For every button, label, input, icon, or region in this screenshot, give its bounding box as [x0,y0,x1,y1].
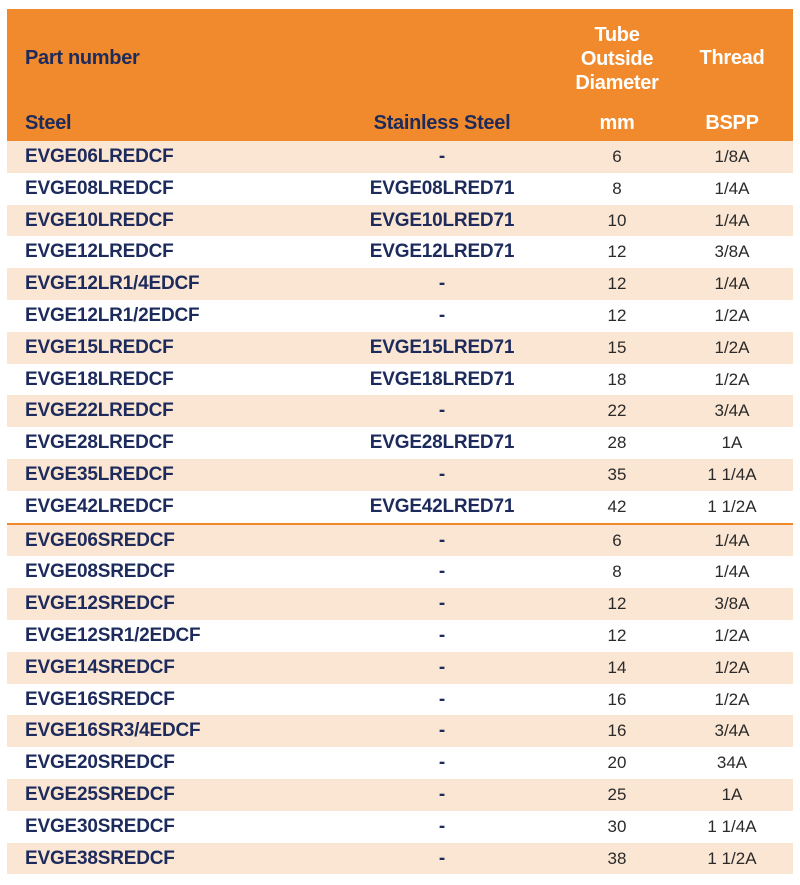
tube-diameter: 12 [607,625,627,645]
steel-part-number: EVGE15LREDCF [25,336,174,358]
thread-size: 1/2A [714,305,750,325]
thread-size: 1 1/2A [707,496,757,516]
steel-part-number: EVGE22LREDCF [25,400,174,422]
thread-size: 1/2A [714,689,750,709]
tube-diameter: 16 [607,721,627,741]
tube-diameter: 20 [607,753,627,773]
table-row [7,459,793,491]
steel-part-number: EVGE08LREDCF [25,177,174,199]
thread-size: 3/4A [714,721,750,741]
table-row [7,364,793,396]
table-row [7,779,793,811]
stainless-part-number: - [438,752,446,774]
table-row [7,236,793,268]
stainless-part-number: - [438,847,446,869]
steel-part-number: EVGE28LREDCF [25,432,174,454]
steel-part-number: EVGE10LREDCF [25,209,174,231]
tube-diameter: 6 [612,530,622,550]
steel-part-number: EVGE16SR3/4EDCF [25,720,201,742]
thread-size: 1/2A [714,369,750,389]
tube-diameter: 38 [607,848,627,868]
table-header [7,9,793,141]
tube-diameter: 30 [607,816,627,836]
stainless-part-number: - [438,688,446,710]
thread-size: 3/8A [714,242,750,262]
stainless-part-number: - [438,720,446,742]
tube-diameter: 8 [612,562,622,582]
table-row [7,173,793,205]
table-row [7,588,793,620]
table-row [7,620,793,652]
table-row [7,811,793,843]
header-bspp: BSPP [705,112,759,134]
tube-diameter: 22 [607,401,627,421]
table-row [7,141,793,173]
thread-size: 1 1/2A [707,848,757,868]
stainless-part-number: - [438,304,446,326]
header-mm: mm [599,112,635,134]
table-group-l-series [7,141,793,523]
header-tube-line1: Tube [594,24,640,46]
table-row [7,491,793,523]
table-row [7,652,793,684]
stainless-part-number: - [438,561,446,583]
header-stainless-steel: Stainless Steel [373,112,511,134]
tube-diameter: 25 [607,784,627,804]
steel-part-number: EVGE12LR1/4EDCF [25,273,200,295]
tube-diameter: 10 [607,210,627,230]
table-row [7,843,793,875]
stainless-part-number: - [438,656,446,678]
tube-diameter: 35 [607,464,627,484]
tube-diameter: 14 [607,657,627,677]
stainless-part-number: - [438,624,446,646]
table-row [7,395,793,427]
thread-size: 3/4A [714,401,750,421]
header-tube-line2: Outside [580,48,654,70]
thread-size: 1/4A [714,274,750,294]
thread-size: 1A [721,784,743,804]
table-row [7,556,793,588]
stainless-part-number: - [438,463,446,485]
table-row [7,747,793,779]
steel-part-number: EVGE30SREDCF [25,815,175,837]
thread-size: 1/4A [714,562,750,582]
header-thread: Thread [699,47,765,69]
steel-part-number: EVGE38SREDCF [25,847,175,869]
stainless-part-number: EVGE18LRED71 [369,368,515,390]
thread-size: 1/2A [714,657,750,677]
stainless-part-number: - [438,273,446,295]
stainless-part-number: - [438,783,446,805]
steel-part-number: EVGE12SR1/2EDCF [25,624,201,646]
thread-size: 1/4A [714,178,750,198]
tube-diameter: 15 [607,337,627,357]
stainless-part-number: EVGE12LRED71 [369,241,515,263]
tube-diameter: 12 [607,242,627,262]
tube-diameter: 28 [607,433,627,453]
steel-part-number: EVGE16SREDCF [25,688,175,710]
stainless-part-number: - [438,815,446,837]
table-row [7,684,793,716]
header-steel: Steel [25,112,72,134]
tube-diameter: 8 [612,178,622,198]
table-row [7,427,793,459]
steel-part-number: EVGE12LR1/2EDCF [25,304,200,326]
thread-size: 1A [721,433,743,453]
thread-size: 1 1/4A [707,464,757,484]
steel-part-number: EVGE14SREDCF [25,656,175,678]
steel-part-number: EVGE12SREDCF [25,593,175,615]
steel-part-number: EVGE12LREDCF [25,241,174,263]
stainless-part-number: - [438,593,446,615]
stainless-part-number: EVGE08LRED71 [369,177,515,199]
thread-size: 1 1/4A [707,816,757,836]
tube-diameter: 16 [607,689,627,709]
header-tube-outside-diameter [567,23,667,95]
table-row [7,332,793,364]
steel-part-number: EVGE25SREDCF [25,783,175,805]
header-tube-line3: Diameter [575,72,659,94]
tube-diameter: 18 [607,369,627,389]
steel-part-number: EVGE20SREDCF [25,752,175,774]
steel-part-number: EVGE06SREDCF [25,529,175,551]
steel-part-number: EVGE08SREDCF [25,561,175,583]
table-row [7,300,793,332]
thread-size: 1/2A [714,625,750,645]
thread-size: 1/2A [714,337,750,357]
tube-diameter: 6 [612,147,622,166]
thread-size: 1/4A [714,530,750,550]
steel-part-number: EVGE35LREDCF [25,463,174,485]
table-group-s-series [7,525,793,875]
stainless-part-number: EVGE28LRED71 [369,432,515,454]
table-row [7,268,793,300]
thread-size: 3/8A [714,594,750,614]
steel-part-number: EVGE42LREDCF [25,495,174,517]
table-row [7,205,793,237]
stainless-part-number: - [438,400,446,422]
tube-diameter: 12 [607,274,627,294]
thread-size: 1/8A [714,147,750,166]
stainless-part-number: EVGE42LRED71 [369,495,515,517]
steel-part-number: EVGE06LREDCF [25,146,174,167]
header-part-number: Part number [25,47,140,69]
stainless-part-number: EVGE10LRED71 [369,209,515,231]
thread-size: 34A [716,753,748,773]
thread-size: 1/4A [714,210,750,230]
tube-diameter: 12 [607,594,627,614]
table-row [7,525,793,557]
part-number-table [7,9,793,874]
table-row [7,715,793,747]
stainless-part-number: - [438,146,446,167]
tube-diameter: 12 [607,305,627,325]
steel-part-number: EVGE18LREDCF [25,368,174,390]
tube-diameter: 42 [607,496,627,516]
stainless-part-number: - [438,529,446,551]
stainless-part-number: EVGE15LRED71 [369,336,515,358]
